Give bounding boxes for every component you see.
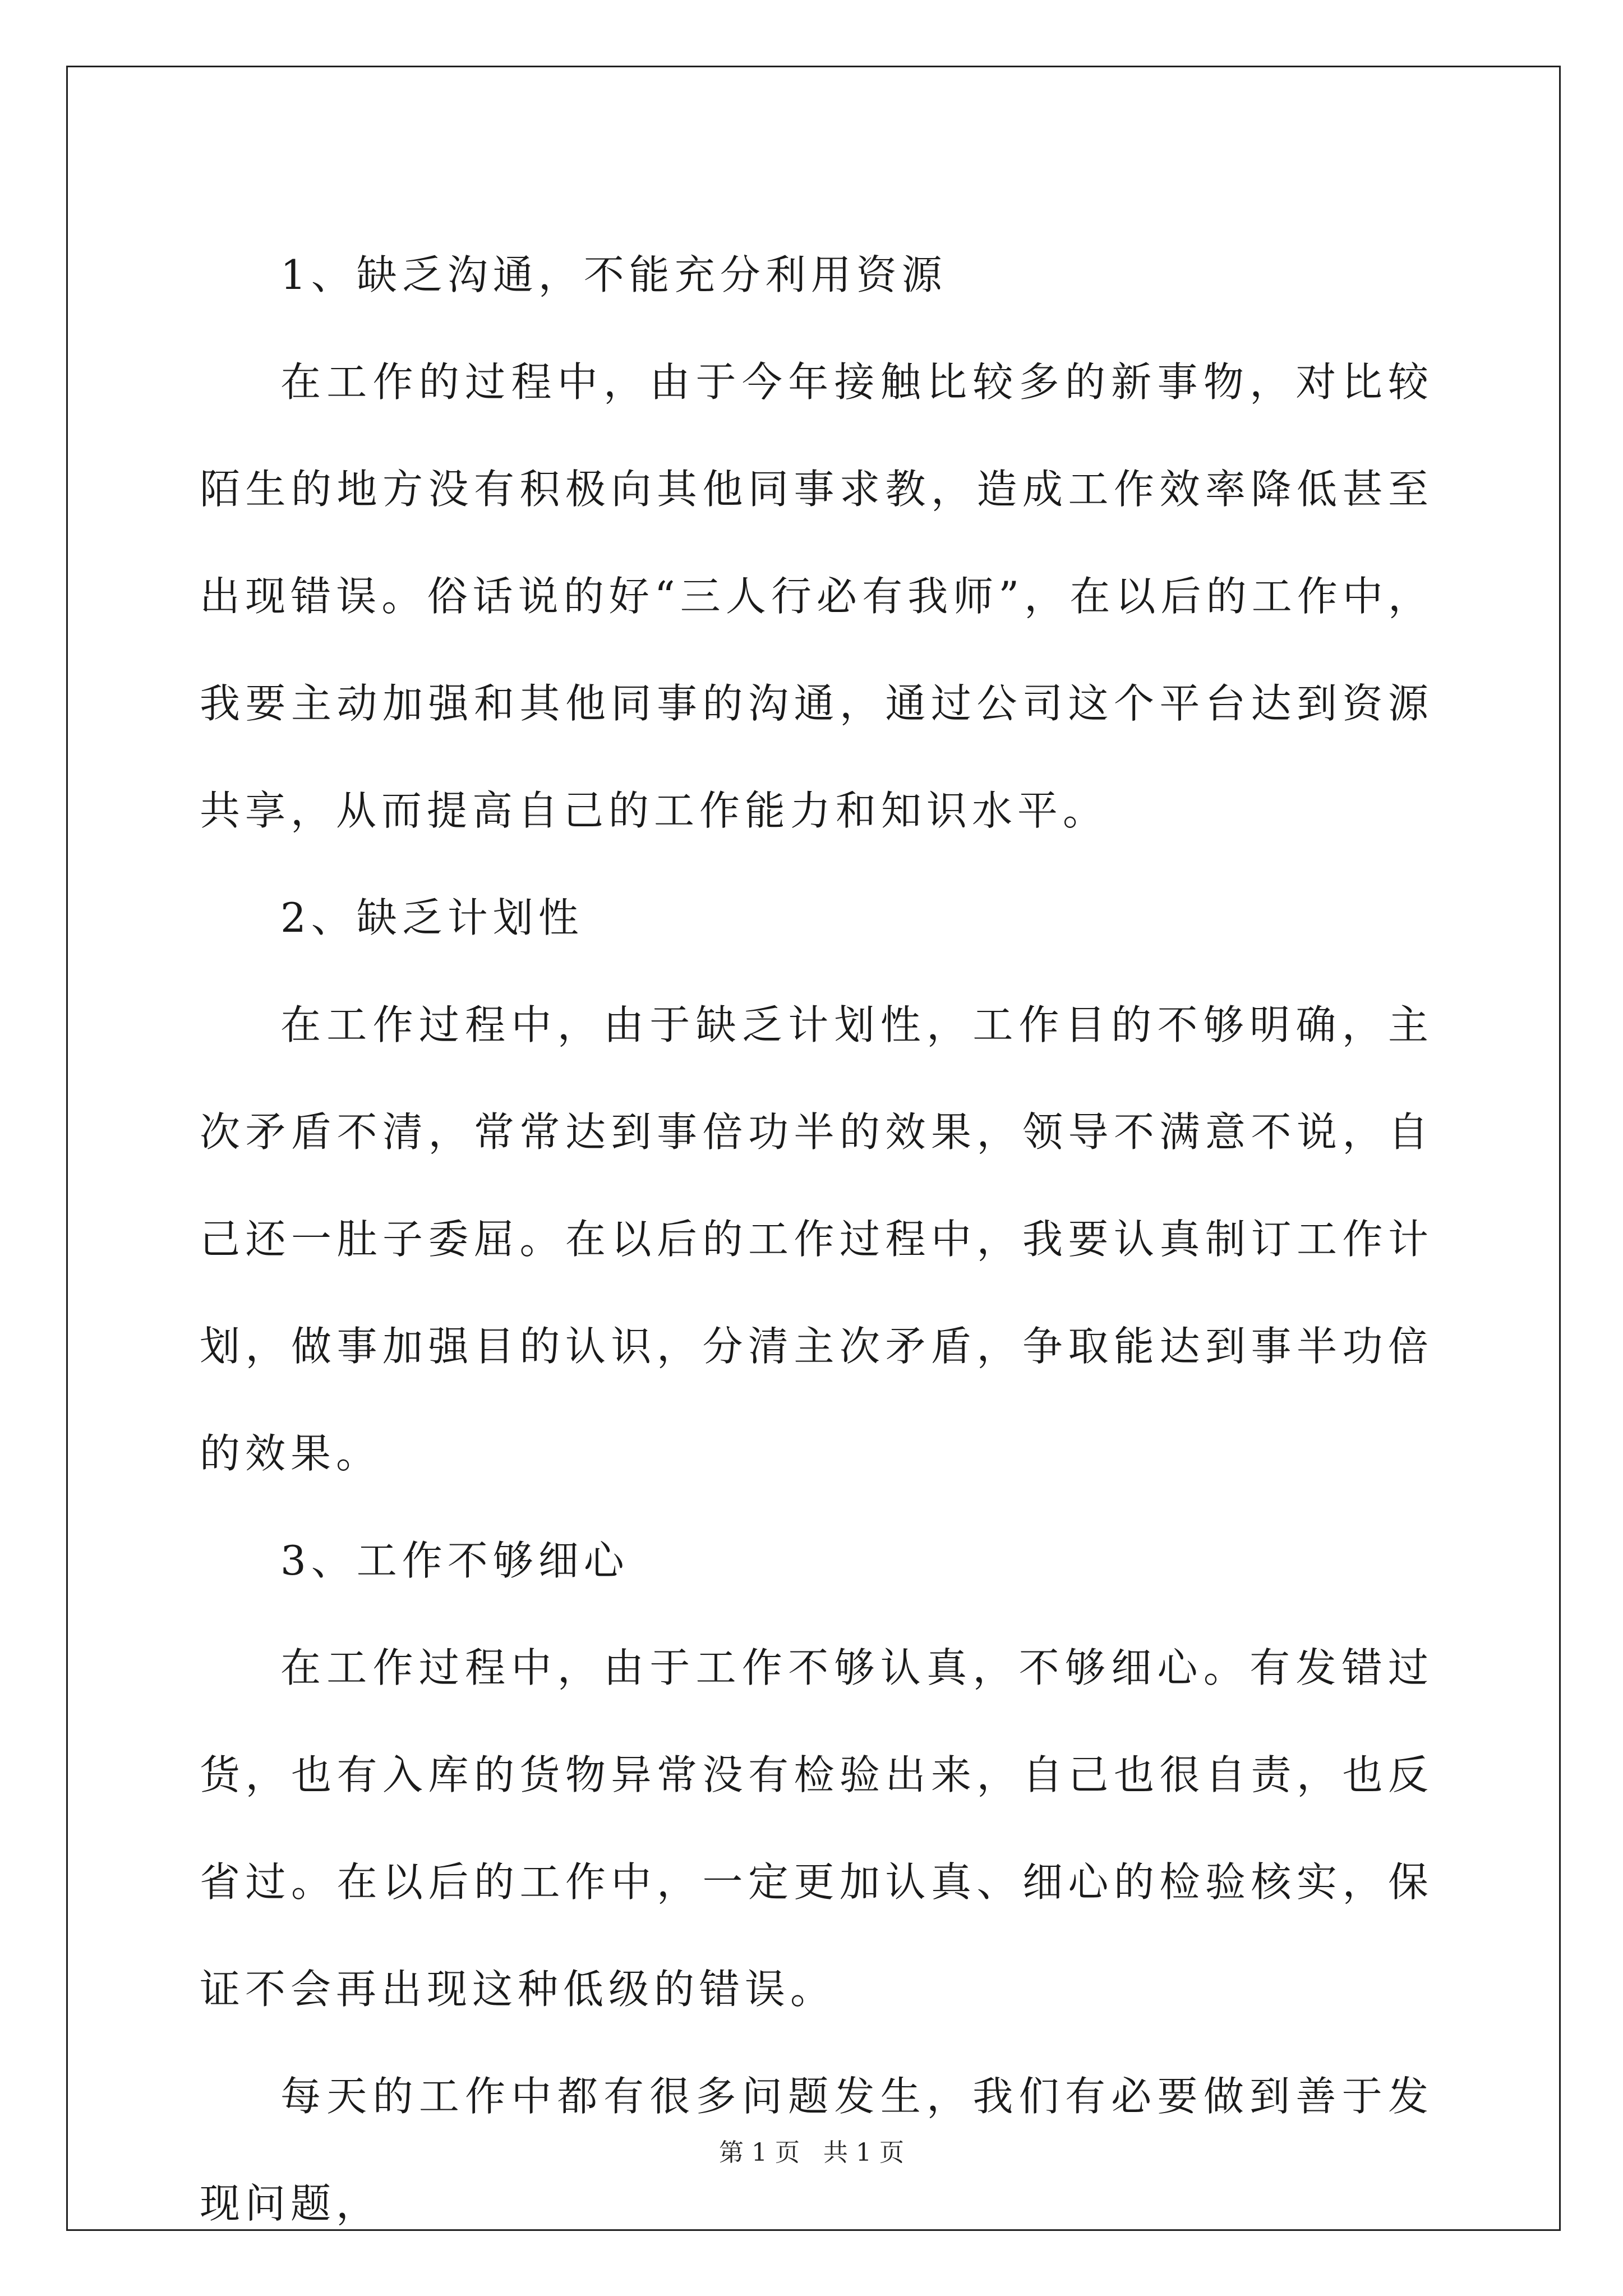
paragraph-1: 在工作的过程中，由于今年接触比较多的新事物，对比较陌生的地方没有积极向其他同事求教，造成工作效率降低甚至出现错误。俗话说的好“三人行必有我师”，在以后的工作中，我要主动加强和其他同事的沟通，通过公司这个平台达到资源共享，从而提高自己的工作能力和知识水平。	[200, 358, 1433, 834]
paragraph-4: 每天的工作中都有很多问题发生，我们有必要做到善于发现问题，	[200, 2073, 1433, 2227]
section-heading-1: 1、缺乏沟通，不能充分利用资源	[280, 251, 947, 298]
paragraph-3: 在工作过程中，由于工作不够认真，不够细心。有发错过货，也有入库的货物异常没有检验出来，自己也很自责，也反省过。在以后的工作中，一定更加认真、细心的检验核实，保证不会再出现这种低级的错误。	[200, 1644, 1433, 2013]
page-footer: 第 1 页 共 1 页	[719, 2138, 904, 2167]
section-heading-3: 3、工作不够细心	[280, 1537, 629, 1584]
paragraph-2: 在工作过程中，由于缺乏计划性，工作目的不够明确，主次矛盾不清，常常达到事倍功半的效果，领导不满意不说，自己还一肚子委屈。在以后的工作过程中，我要认真制订工作计划，做事加强目的认识，分清主次矛盾，争取能达到事半功倍的效果。	[200, 1001, 1433, 1477]
document-body	[200, 222, 1433, 2257]
section-heading-2: 2、缺乏计划性	[280, 894, 584, 941]
